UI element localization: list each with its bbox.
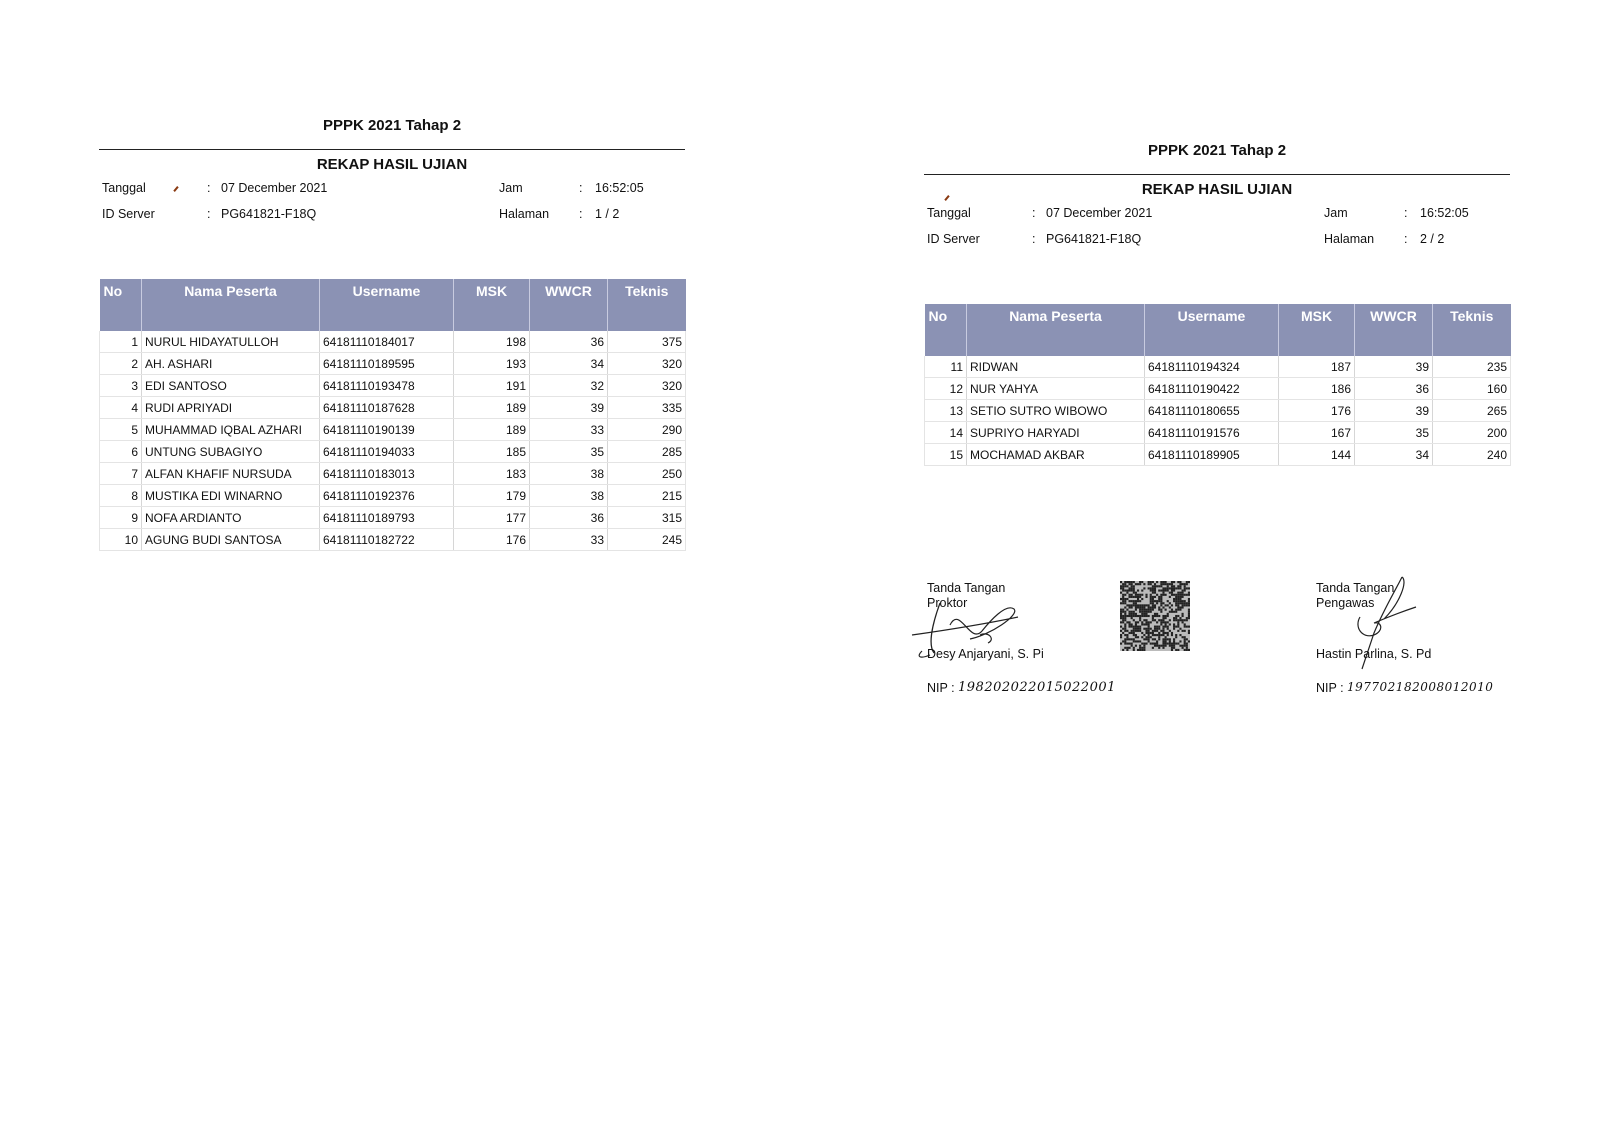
colon: : [579, 181, 583, 195]
colon: : [1404, 232, 1408, 246]
row-msk: 198 [454, 331, 530, 353]
report-meta [924, 202, 1510, 254]
halaman-label: Halaman [499, 207, 550, 221]
halaman-value: 1 / 2 [595, 207, 620, 221]
row-msk: 189 [454, 419, 530, 441]
colon: : [207, 181, 211, 195]
jam-value: 16:52:05 [595, 181, 644, 195]
row-teknis: 265 [1433, 400, 1511, 422]
row-teknis: 160 [1433, 378, 1511, 400]
header-no: No [925, 304, 967, 356]
row-username: 64181110190422 [1145, 378, 1279, 400]
row-username: 64181110189595 [320, 353, 454, 375]
table-row [100, 397, 686, 419]
row-teknis: 200 [1433, 422, 1511, 444]
colon: : [1032, 232, 1036, 246]
row-msk: 191 [454, 375, 530, 397]
colon: : [1404, 206, 1408, 220]
row-wwcr: 36 [1355, 378, 1433, 400]
row-teknis: 215 [608, 485, 686, 507]
row-username: 64181110192376 [320, 485, 454, 507]
row-username: 64181110189905 [1145, 444, 1279, 466]
row-wwcr: 33 [530, 529, 608, 551]
proktor-nip-value: 198202022015022001 [958, 680, 1116, 695]
colon: : [1032, 206, 1036, 220]
proktor-name: Desy Anjaryani, S. Pi [927, 647, 1044, 661]
pengawas-role-label: Pengawas [1316, 596, 1375, 610]
header-nama-peserta: Nama Peserta [142, 279, 320, 331]
table-row [925, 422, 1511, 444]
row-msk: 193 [454, 353, 530, 375]
row-nama: NURUL HIDAYATULLOH [142, 331, 320, 353]
row-wwcr: 39 [1355, 400, 1433, 422]
row-teknis: 335 [608, 397, 686, 419]
jam-value: 16:52:05 [1420, 206, 1469, 220]
title-divider [99, 149, 685, 150]
pen-mark [173, 186, 178, 192]
row-msk: 179 [454, 485, 530, 507]
table-row [100, 353, 686, 375]
server-label: ID Server [102, 207, 155, 221]
proktor-sign-label: Tanda Tangan [927, 581, 1006, 595]
row-teknis: 315 [608, 507, 686, 529]
row-nama: AH. ASHARI [142, 353, 320, 375]
row-no: 11 [925, 356, 967, 378]
header-msk: MSK [1279, 304, 1355, 356]
row-msk: 176 [1279, 400, 1355, 422]
table-row [925, 356, 1511, 378]
row-wwcr: 39 [1355, 356, 1433, 378]
header-teknis: Teknis [608, 279, 686, 331]
colon: : [579, 207, 583, 221]
row-username: 64181110183013 [320, 463, 454, 485]
table-row [100, 485, 686, 507]
header-username: Username [320, 279, 454, 331]
row-teknis: 285 [608, 441, 686, 463]
row-username: 64181110190139 [320, 419, 454, 441]
server-label: ID Server [927, 232, 980, 246]
report-subtitle: REKAP HASIL UJIAN [316, 156, 468, 173]
row-teknis: 250 [608, 463, 686, 485]
row-username: 64181110180655 [1145, 400, 1279, 422]
row-msk: 177 [454, 507, 530, 529]
row-wwcr: 34 [530, 353, 608, 375]
row-nama: RUDI APRIYADI [142, 397, 320, 419]
jam-label: Jam [499, 181, 523, 195]
pengawas-nip-label: NIP : [1316, 681, 1344, 695]
row-wwcr: 35 [530, 441, 608, 463]
row-teknis: 290 [608, 419, 686, 441]
table-body [925, 356, 1511, 466]
row-no: 7 [100, 463, 142, 485]
qr-code-icon [1120, 581, 1190, 651]
row-username: 64181110189793 [320, 507, 454, 529]
table-row [100, 331, 686, 353]
header-no: No [100, 279, 142, 331]
report-subtitle: REKAP HASIL UJIAN [1141, 181, 1293, 198]
table-row [925, 378, 1511, 400]
row-nama: EDI SANTOSO [142, 375, 320, 397]
table-row [100, 441, 686, 463]
row-nama: SETIO SUTRO WIBOWO [967, 400, 1145, 422]
report-meta [99, 177, 685, 229]
row-wwcr: 38 [530, 485, 608, 507]
row-msk: 185 [454, 441, 530, 463]
table-row [100, 529, 686, 551]
row-no: 9 [100, 507, 142, 529]
title-divider [924, 174, 1510, 175]
row-username: 64181110194033 [320, 441, 454, 463]
row-teknis: 320 [608, 375, 686, 397]
row-nama: RIDWAN [967, 356, 1145, 378]
row-no: 10 [100, 529, 142, 551]
row-wwcr: 36 [530, 507, 608, 529]
row-no: 13 [925, 400, 967, 422]
row-username: 64181110182722 [320, 529, 454, 551]
row-msk: 183 [454, 463, 530, 485]
row-teknis: 235 [1433, 356, 1511, 378]
pengawas-nip-value: 197702182008012010 [1347, 680, 1494, 694]
halaman-value: 2 / 2 [1420, 232, 1445, 246]
tanggal-label: Tanggal [102, 181, 146, 195]
row-nama: MUSTIKA EDI WINARNO [142, 485, 320, 507]
server-value: PG641821-F18Q [1046, 232, 1142, 246]
table-header-row [925, 304, 1511, 356]
row-teknis: 245 [608, 529, 686, 551]
row-no: 8 [100, 485, 142, 507]
tanggal-value: 07 December 2021 [1046, 206, 1153, 220]
report-page-2 [924, 141, 1510, 731]
table-header-row [100, 279, 686, 331]
pengawas-name: Hastin Parlina, S. Pd [1316, 647, 1432, 661]
row-username: 64181110184017 [320, 331, 454, 353]
header-msk: MSK [454, 279, 530, 331]
row-username: 64181110191576 [1145, 422, 1279, 444]
row-username: 64181110194324 [1145, 356, 1279, 378]
table-row [100, 507, 686, 529]
colon: : [207, 207, 211, 221]
row-nama: ALFAN KHAFIF NURSUDA [142, 463, 320, 485]
proktor-role-label: Proktor [927, 596, 968, 610]
table-body [100, 331, 686, 551]
row-no: 2 [100, 353, 142, 375]
row-msk: 167 [1279, 422, 1355, 444]
row-wwcr: 38 [530, 463, 608, 485]
server-value: PG641821-F18Q [221, 207, 317, 221]
tanggal-label: Tanggal [927, 206, 971, 220]
results-table [99, 279, 686, 551]
jam-label: Jam [1324, 206, 1348, 220]
report-title: PPPK 2021 Tahap 2 [322, 117, 462, 134]
report-title: PPPK 2021 Tahap 2 [1147, 142, 1287, 159]
row-msk: 189 [454, 397, 530, 419]
row-no: 12 [925, 378, 967, 400]
results-table [924, 304, 1511, 466]
header-username: Username [1145, 304, 1279, 356]
row-nama: MUHAMMAD IQBAL AZHARI [142, 419, 320, 441]
tanggal-value: 07 December 2021 [221, 181, 328, 195]
row-no: 1 [100, 331, 142, 353]
row-nama: UNTUNG SUBAGIYO [142, 441, 320, 463]
row-wwcr: 32 [530, 375, 608, 397]
row-username: 64181110193478 [320, 375, 454, 397]
table-row [925, 444, 1511, 466]
row-teknis: 375 [608, 331, 686, 353]
row-msk: 186 [1279, 378, 1355, 400]
table-row [100, 463, 686, 485]
row-wwcr: 33 [530, 419, 608, 441]
header-nama-peserta: Nama Peserta [967, 304, 1145, 356]
halaman-label: Halaman [1324, 232, 1375, 246]
row-msk: 176 [454, 529, 530, 551]
row-msk: 144 [1279, 444, 1355, 466]
report-page-1 [99, 116, 685, 551]
table-row [925, 400, 1511, 422]
header-wwcr: WWCR [1355, 304, 1433, 356]
row-nama: SUPRIYO HARYADI [967, 422, 1145, 444]
row-nama: MOCHAMAD AKBAR [967, 444, 1145, 466]
row-no: 14 [925, 422, 967, 444]
row-wwcr: 36 [530, 331, 608, 353]
row-no: 4 [100, 397, 142, 419]
row-teknis: 240 [1433, 444, 1511, 466]
row-teknis: 320 [608, 353, 686, 375]
row-wwcr: 35 [1355, 422, 1433, 444]
row-no: 5 [100, 419, 142, 441]
table-row [100, 419, 686, 441]
row-nama: AGUNG BUDI SANTOSA [142, 529, 320, 551]
row-no: 6 [100, 441, 142, 463]
row-wwcr: 34 [1355, 444, 1433, 466]
table-row [100, 375, 686, 397]
row-no: 15 [925, 444, 967, 466]
row-no: 3 [100, 375, 142, 397]
proktor-nip-label: NIP : [927, 681, 955, 695]
row-username: 64181110187628 [320, 397, 454, 419]
pengawas-sign-label: Tanda Tangan [1316, 581, 1395, 595]
row-wwcr: 39 [530, 397, 608, 419]
row-nama: NOFA ARDIANTO [142, 507, 320, 529]
row-nama: NUR YAHYA [967, 378, 1145, 400]
signature-area [924, 581, 1510, 731]
row-msk: 187 [1279, 356, 1355, 378]
header-wwcr: WWCR [530, 279, 608, 331]
header-teknis: Teknis [1433, 304, 1511, 356]
